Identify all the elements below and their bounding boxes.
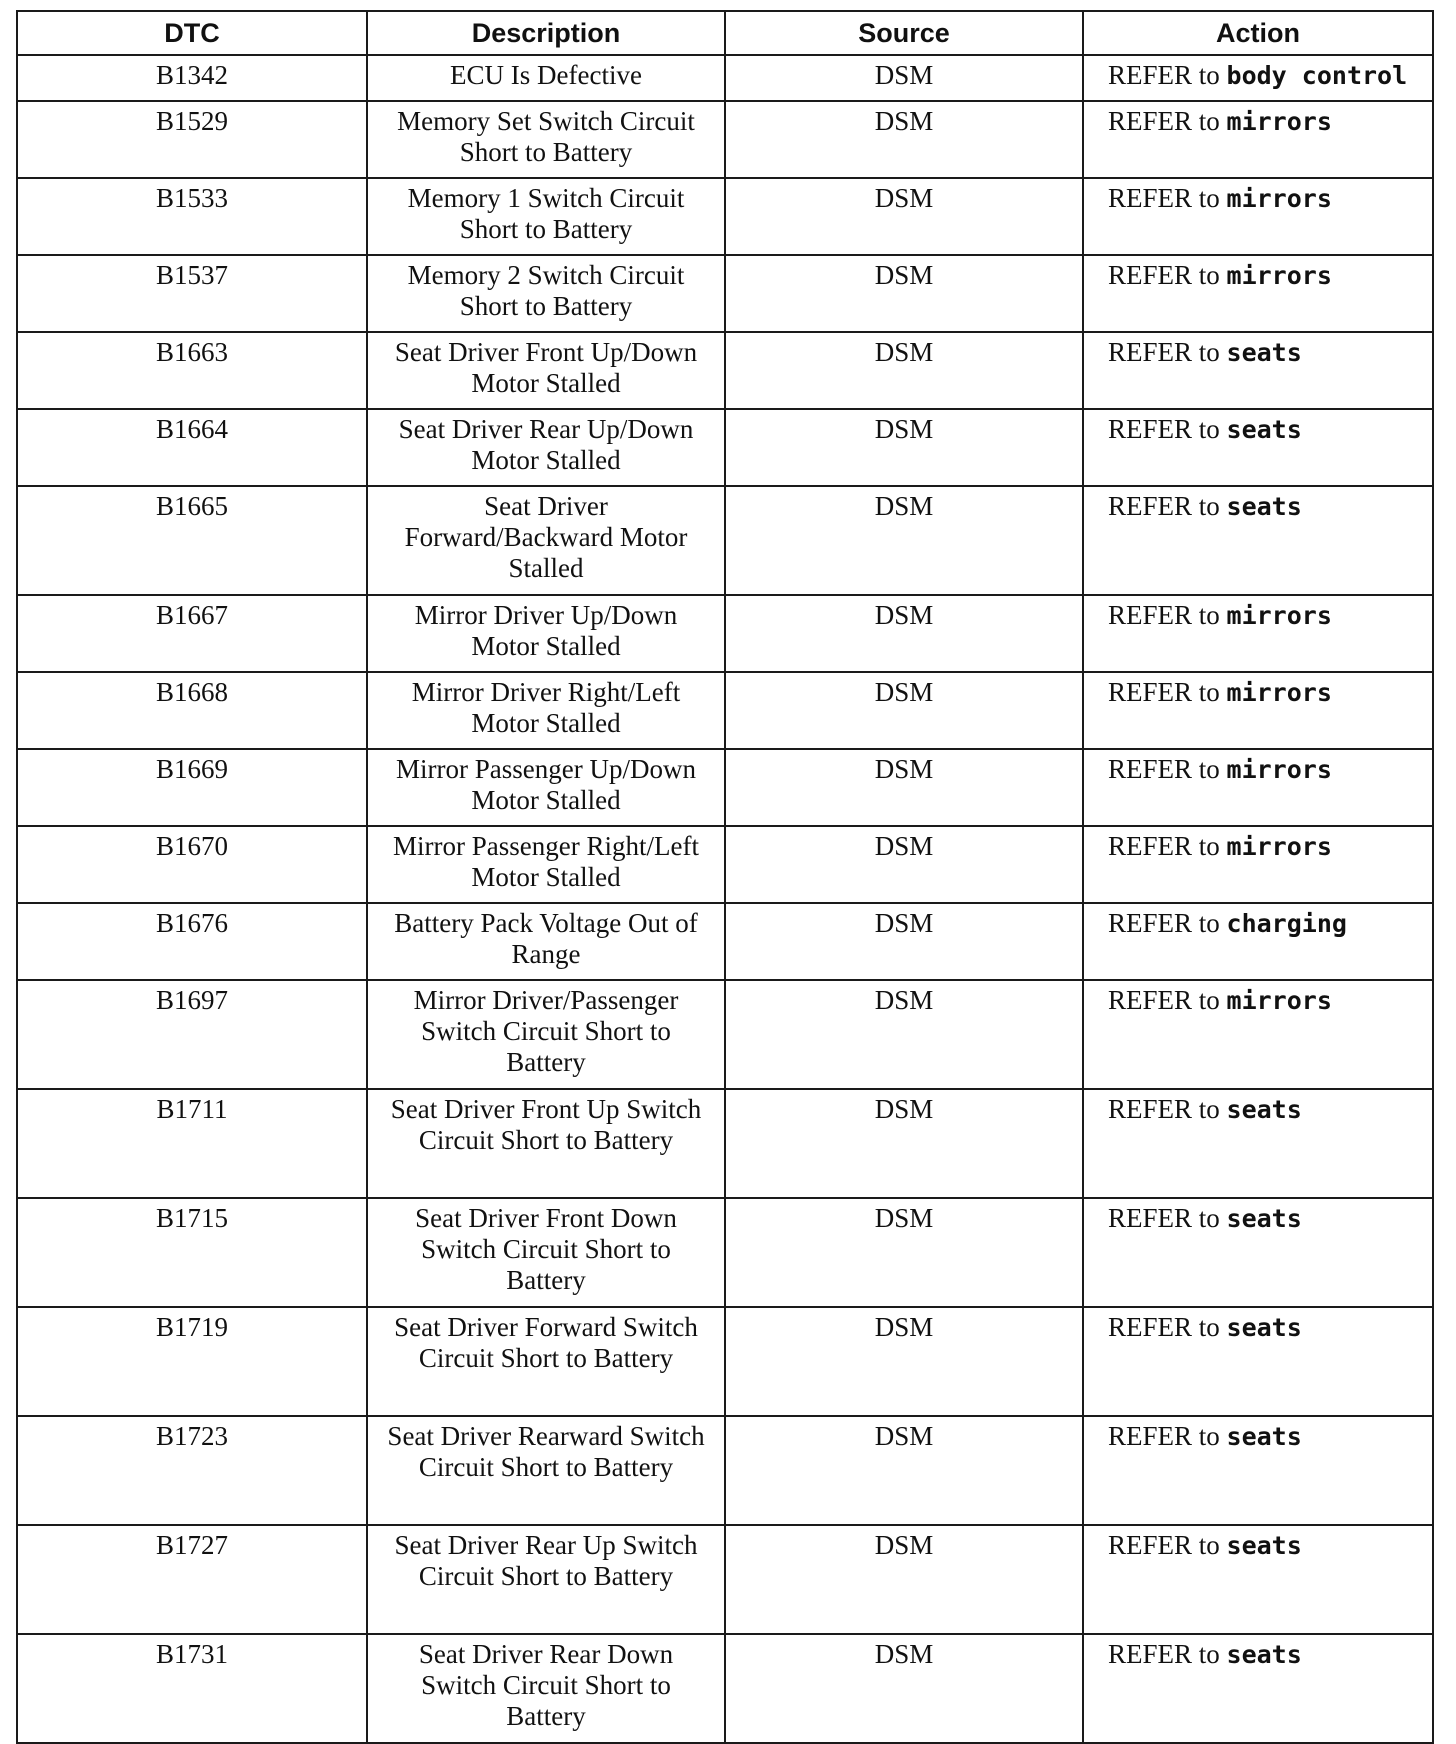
dtc-source: DSM — [725, 749, 1083, 826]
table-row — [17, 980, 1433, 1089]
action-prefix: REFER to — [1108, 754, 1220, 784]
dtc-code: B1669 — [17, 749, 367, 826]
dtc-action — [1083, 178, 1433, 255]
table-row — [17, 595, 1433, 672]
dtc-action — [1083, 595, 1433, 672]
dtc-description: Seat Driver Front Up/Down Motor Stalled — [367, 332, 725, 409]
dtc-code: B1711 — [17, 1089, 367, 1198]
dtc-source: DSM — [725, 101, 1083, 178]
action-reference-link[interactable]: mirrors — [1226, 601, 1332, 630]
dtc-description: Mirror Passenger Up/Down Motor Stalled — [367, 749, 725, 826]
dtc-description: Seat Driver Forward/Backward Motor Stalled — [367, 486, 725, 595]
action-prefix: REFER to — [1108, 491, 1220, 521]
dtc-action — [1083, 1634, 1433, 1743]
dtc-code: B1665 — [17, 486, 367, 595]
table-row — [17, 1634, 1433, 1743]
dtc-code: B1667 — [17, 595, 367, 672]
action-reference-link[interactable]: mirrors — [1226, 832, 1332, 861]
dtc-action — [1083, 486, 1433, 595]
action-prefix: REFER to — [1108, 414, 1220, 444]
action-prefix: REFER to — [1108, 677, 1220, 707]
action-reference-link[interactable]: seats — [1226, 1640, 1302, 1669]
action-reference-link[interactable]: seats — [1226, 1531, 1302, 1560]
table-row — [17, 903, 1433, 980]
dtc-description: ECU Is Defective — [367, 55, 725, 101]
table-row — [17, 332, 1433, 409]
dtc-code: B1342 — [17, 55, 367, 101]
dtc-action — [1083, 332, 1433, 409]
dtc-code: B1533 — [17, 178, 367, 255]
action-prefix: REFER to — [1108, 600, 1220, 630]
dtc-action — [1083, 1416, 1433, 1525]
action-prefix: REFER to — [1108, 1421, 1220, 1451]
dtc-description: Seat Driver Rear Up/Down Motor Stalled — [367, 409, 725, 486]
dtc-code: B1670 — [17, 826, 367, 903]
table-row — [17, 486, 1433, 595]
dtc-action — [1083, 749, 1433, 826]
dtc-action — [1083, 1089, 1433, 1198]
dtc-source: DSM — [725, 1198, 1083, 1307]
action-reference-link[interactable]: mirrors — [1226, 986, 1332, 1015]
dtc-action — [1083, 409, 1433, 486]
dtc-code: B1529 — [17, 101, 367, 178]
dtc-action — [1083, 1307, 1433, 1416]
dtc-source: DSM — [725, 486, 1083, 595]
action-reference-link[interactable]: seats — [1226, 1313, 1302, 1342]
table-row — [17, 749, 1433, 826]
dtc-code: B1723 — [17, 1416, 367, 1525]
dtc-source: DSM — [725, 980, 1083, 1089]
dtc-description: Battery Pack Voltage Out of Range — [367, 903, 725, 980]
dtc-code: B1663 — [17, 332, 367, 409]
dtc-code: B1697 — [17, 980, 367, 1089]
table-row — [17, 1198, 1433, 1307]
table-row — [17, 1525, 1433, 1634]
action-reference-link[interactable]: mirrors — [1226, 107, 1332, 136]
table-row — [17, 826, 1433, 903]
table-row — [17, 255, 1433, 332]
table-row — [17, 101, 1433, 178]
action-prefix: REFER to — [1108, 985, 1220, 1015]
action-prefix: REFER to — [1108, 260, 1220, 290]
dtc-source: DSM — [725, 672, 1083, 749]
dtc-description: Seat Driver Rearward Switch Circuit Short to Battery — [367, 1416, 725, 1525]
header-description: Description — [367, 11, 725, 55]
dtc-source: DSM — [725, 1634, 1083, 1743]
dtc-code: B1664 — [17, 409, 367, 486]
action-prefix: REFER to — [1108, 337, 1220, 367]
action-reference-link[interactable]: mirrors — [1226, 261, 1332, 290]
dtc-code: B1715 — [17, 1198, 367, 1307]
header-dtc: DTC — [17, 11, 367, 55]
action-prefix: REFER to — [1108, 908, 1220, 938]
dtc-source: DSM — [725, 409, 1083, 486]
dtc-source: DSM — [725, 1089, 1083, 1198]
action-prefix: REFER to — [1108, 183, 1220, 213]
dtc-action — [1083, 903, 1433, 980]
action-reference-link[interactable]: seats — [1226, 1204, 1302, 1233]
dtc-description: Seat Driver Front Up Switch Circuit Short to Battery — [367, 1089, 725, 1198]
action-prefix: REFER to — [1108, 1530, 1220, 1560]
dtc-source: DSM — [725, 255, 1083, 332]
action-prefix: REFER to — [1108, 1639, 1220, 1669]
dtc-source: DSM — [725, 826, 1083, 903]
action-prefix: REFER to — [1108, 1094, 1220, 1124]
table-row — [17, 55, 1433, 101]
dtc-description: Seat Driver Forward Switch Circuit Short to Battery — [367, 1307, 725, 1416]
dtc-code: B1537 — [17, 255, 367, 332]
table-row — [17, 409, 1433, 486]
action-reference-link[interactable]: seats — [1226, 1422, 1302, 1451]
dtc-source: DSM — [725, 595, 1083, 672]
action-prefix: REFER to — [1108, 1312, 1220, 1342]
dtc-action — [1083, 55, 1433, 101]
action-reference-link[interactable]: seats — [1226, 415, 1302, 444]
dtc-description: Mirror Driver/Passenger Switch Circuit Short to Battery — [367, 980, 725, 1089]
dtc-source: DSM — [725, 178, 1083, 255]
dtc-description: Memory 1 Switch Circuit Short to Battery — [367, 178, 725, 255]
dtc-description: Seat Driver Rear Up Switch Circuit Short to Battery — [367, 1525, 725, 1634]
dtc-description: Seat Driver Rear Down Switch Circuit Short to Battery — [367, 1634, 725, 1743]
dtc-action — [1083, 672, 1433, 749]
dtc-description: Seat Driver Front Down Switch Circuit Short to Battery — [367, 1198, 725, 1307]
dtc-description: Mirror Passenger Right/Left Motor Stalled — [367, 826, 725, 903]
dtc-description: Mirror Driver Right/Left Motor Stalled — [367, 672, 725, 749]
dtc-source: DSM — [725, 55, 1083, 101]
header-row — [17, 11, 1433, 55]
dtc-action — [1083, 101, 1433, 178]
header-source: Source — [725, 11, 1083, 55]
dtc-code: B1719 — [17, 1307, 367, 1416]
dtc-action — [1083, 1198, 1433, 1307]
table-row — [17, 1089, 1433, 1198]
table-row — [17, 672, 1433, 749]
action-reference-link[interactable]: seats — [1226, 492, 1302, 521]
action-prefix: REFER to — [1108, 106, 1220, 136]
dtc-source: DSM — [725, 1416, 1083, 1525]
action-reference-link[interactable]: mirrors — [1226, 184, 1332, 213]
dtc-action — [1083, 255, 1433, 332]
dtc-code: B1727 — [17, 1525, 367, 1634]
action-prefix: REFER to — [1108, 831, 1220, 861]
action-reference-link[interactable]: mirrors — [1226, 678, 1332, 707]
action-reference-link[interactable]: body control — [1226, 61, 1408, 90]
action-reference-link[interactable]: seats — [1226, 338, 1302, 367]
table-body — [17, 55, 1433, 1743]
dtc-action — [1083, 826, 1433, 903]
dtc-description: Mirror Driver Up/Down Motor Stalled — [367, 595, 725, 672]
action-reference-link[interactable]: charging — [1226, 909, 1347, 938]
action-prefix: REFER to — [1108, 60, 1220, 90]
dtc-source: DSM — [725, 1525, 1083, 1634]
dtc-source: DSM — [725, 903, 1083, 980]
dtc-action — [1083, 980, 1433, 1089]
dtc-description: Memory Set Switch Circuit Short to Battery — [367, 101, 725, 178]
dtc-source: DSM — [725, 1307, 1083, 1416]
dtc-code: B1668 — [17, 672, 367, 749]
dtc-code: B1731 — [17, 1634, 367, 1743]
dtc-code: B1676 — [17, 903, 367, 980]
action-prefix: REFER to — [1108, 1203, 1220, 1233]
dtc-action — [1083, 1525, 1433, 1634]
dtc-source: DSM — [725, 332, 1083, 409]
table-row — [17, 178, 1433, 255]
table-row — [17, 1307, 1433, 1416]
dtc-table — [16, 10, 1434, 1744]
action-reference-link[interactable]: mirrors — [1226, 755, 1332, 784]
header-action: Action — [1083, 11, 1433, 55]
action-reference-link[interactable]: seats — [1226, 1095, 1302, 1124]
table-row — [17, 1416, 1433, 1525]
dtc-description: Memory 2 Switch Circuit Short to Battery — [367, 255, 725, 332]
